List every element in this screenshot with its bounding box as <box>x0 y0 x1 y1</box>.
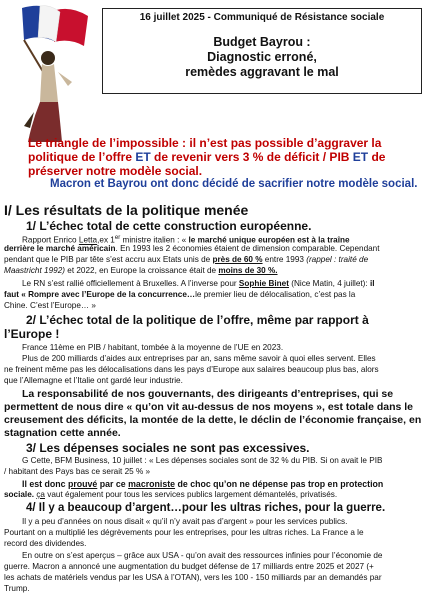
subsection-2-title-1: 2/ L’échec total de la politique de l’offre, même par rapport à <box>26 313 369 327</box>
text: pendant que le PIB par tête s’est accru aux Etats unis de <box>4 255 213 264</box>
text: Maastricht 1992) <box>4 266 65 275</box>
text: sociale. <box>4 490 37 499</box>
date-line: 16 juillet 2025 - Communiqué de Résistance sociale <box>139 12 385 23</box>
paragraph-4-line-5: guerre. Macron a annoncé une augmentation du budget défense de 17 milliards entre 2025 et 2027 (+ <box>4 562 374 571</box>
paragraph-4-line-7: Trump. <box>4 584 30 593</box>
intro-line-2 <box>28 150 418 165</box>
title-line-1: Budget Bayrou : <box>213 35 311 49</box>
subsection-3-title: 3/ Les dépenses sociales ne sont pas excessives. <box>26 441 310 455</box>
paragraph-1-line-7: Chine. C’est l’Europe… » <box>4 301 96 310</box>
marianne-flag-illustration <box>2 2 98 152</box>
bold-paragraph-2-line-3: creusement des déficits, la montée de la dette, le déclin de l’économie française, en <box>4 414 422 426</box>
text: (rappel : traité de <box>306 255 369 264</box>
intro-line-3: préserver notre modèle social. <box>28 164 203 178</box>
text: ,ex 1 <box>97 235 115 245</box>
paragraph-2-line-4: que l’Allemagne et l’Italie ont gardé leur industrie. <box>4 376 183 385</box>
title-line-2: Diagnostic erroné, <box>207 50 317 64</box>
text: faut « Rompre avec l’Europe de la concurrence… <box>4 290 196 299</box>
intro-text: de <box>368 150 386 164</box>
bold-paragraph-3-line-1 <box>4 479 428 490</box>
bold-paragraph-2-line-4: stagnation cette année. <box>4 427 121 439</box>
text: vaut également pour tous les services publics largement démantelés, privatisés. <box>44 490 338 499</box>
text: par ce <box>97 479 129 489</box>
text: le marché unique européen est à la traîne <box>188 235 350 245</box>
text: moins de 30 %. <box>218 266 278 275</box>
title-line-3: remèdes aggravant le mal <box>185 65 339 79</box>
paragraph-1-line-2 <box>4 244 428 255</box>
text: Il est donc <box>22 479 68 489</box>
paragraph-4-line-1: Il y a peu d’années on nous disait « qu’il n’y avait pas d’argent » pour les services publics. <box>22 517 348 526</box>
text: derrière le marché américain <box>4 244 116 253</box>
text: et 2022, en Europe la croissance était de <box>64 266 219 275</box>
intro-line-1: Le triangle de l’impossible : il n’est pas possible d’aggraver la <box>28 136 382 150</box>
text: macroniste <box>128 479 176 489</box>
header-box <box>102 8 422 94</box>
intro-text: de revenir vers 3 % de déficit / PIB <box>150 150 353 164</box>
subsection-1-title: 1/ L’échec total de cette construction européenne. <box>26 219 312 233</box>
paragraph-4-line-6: les achats de matériels vendus par les USA à l’OTAN), vers les 100 - 150 milliards par an demandés par <box>4 573 382 582</box>
paragraph-4-line-3: record des dividendes. <box>4 539 87 548</box>
paragraph-1-line-5 <box>4 279 428 290</box>
text: le premier lieu de délocalisation, c’est pas la <box>195 290 356 299</box>
text: de choc qu’on ne dépense pas trop en protection <box>175 479 384 489</box>
text: Sophie Binet <box>238 279 289 288</box>
text: entre 1993 <box>262 255 307 264</box>
text: ministre italien : « <box>120 235 189 245</box>
paragraph-2-line-3: ne freinent même pas les délocalisations dans les pays d’Europe aux salaires beaucoup plus bas, alors <box>4 365 379 374</box>
bold-paragraph-2-line-1: La responsabilité de nos gouvernants, des dirigeants d’entreprises, qui se <box>22 388 394 400</box>
text: près de 60 % <box>212 255 263 264</box>
paragraph-2-line-1: France 11ème en PIB / habitant, tombée à la moyenne de l’UE en 2023. <box>22 343 284 352</box>
paragraph-3-line-2: / habitant des Pays bas ce serait 25 % » <box>4 467 151 476</box>
intro-line-4: Macron et Bayrou ont donc décidé de sacrifier notre modèle social. <box>50 178 418 190</box>
text: il <box>369 279 375 288</box>
text: (Nice Matin, 4 juillet): <box>288 279 370 288</box>
paragraph-4-line-4: En outre on s’est aperçus – grâce aux USA - qu’on avait des ressources infinies pour l’économie de <box>22 551 383 560</box>
text: ça <box>36 490 45 499</box>
section-heading: I/ Les résultats de la politique menée <box>4 202 249 218</box>
subsection-4-title: 4/ Il y a beaucoup d’argent…pour les ultras riches, pour la guerre. <box>26 502 386 514</box>
paragraph-4-line-2: Pourtant on a multiplié les dégrèvements pour les entreprises, pour les ultras riches. La France a le <box>4 528 364 537</box>
paragraph-3-line-1: G Cette, BFM Business, 10 juillet : « Les dépenses sociales sont de 32 % du PIB. Si on avait le PIB <box>22 456 383 465</box>
text: Rapport Enrico <box>22 235 79 245</box>
text: Le RN s’est rallié officiellement à Bruxelles. A l’inverse pour <box>22 279 239 288</box>
paragraph-1-line-6 <box>4 290 428 301</box>
paragraph-1-line-3 <box>4 255 428 266</box>
intro-text: politique de l’offre <box>28 150 136 164</box>
intro-et: ET <box>352 150 369 164</box>
paragraph-3-line-3 <box>4 490 428 501</box>
intro-et: ET <box>135 150 151 164</box>
bold-paragraph-2-line-2: permettent de nous dire « qu’on vit au-dessus de nos moyens », est totale dans le <box>4 401 414 413</box>
text: er <box>114 235 121 241</box>
text: prouvé <box>67 479 98 489</box>
paragraph-2-line-2: Plus de 200 milliards d’aides aux entreprises par an, sans même savoir à quoi elles servent. Elles <box>22 354 376 363</box>
paragraph-1-line-4 <box>4 266 428 277</box>
text: . En 1993 les 2 économies étaient de dimension comparable. Cependant <box>115 244 380 253</box>
subsection-2-title-2: l’Europe ! <box>4 327 60 341</box>
text: Letta <box>78 235 98 245</box>
